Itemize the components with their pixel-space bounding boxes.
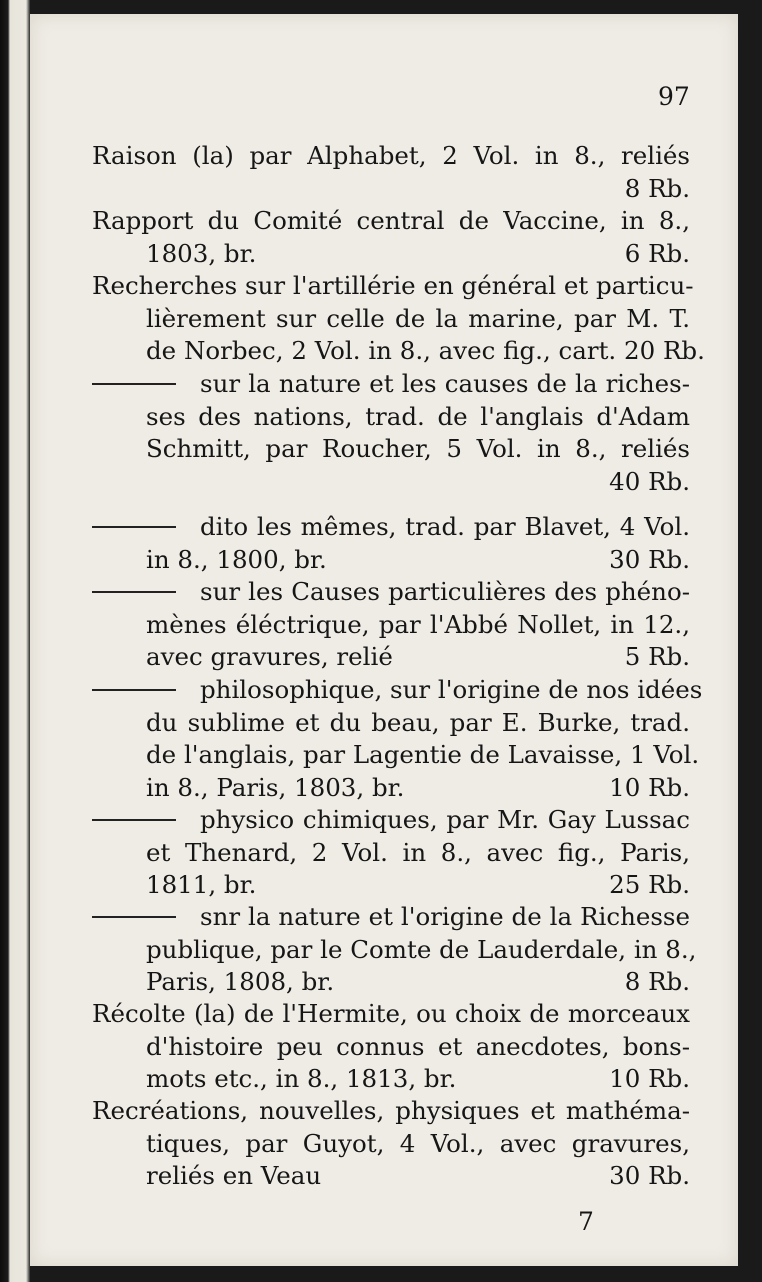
- catalog-entry-dito-blavet: [92, 511, 690, 576]
- entry-text-line: Récolte (la) de l'Hermite, ou choix de morceaux: [92, 999, 690, 1028]
- entry-text-line: 1811, br.: [146, 870, 257, 899]
- entry-last-line: [92, 966, 690, 999]
- entry-text-line: reliés en Veau: [146, 1161, 322, 1190]
- catalog-entry-recolte: [92, 998, 690, 1096]
- entry-text-line: et Thenard, 2 Vol. in 8., avec fig., Paris,: [146, 837, 690, 867]
- entry-text-line: ses des nations, trad. de l'anglais d'Adam: [146, 401, 690, 431]
- entry-last-line: [92, 1063, 690, 1096]
- entry-text-line: 1803, br.: [146, 238, 257, 268]
- entry-text-line: philosophique, sur l'origine de nos idées: [200, 675, 703, 704]
- entry-text-line: tiques, par Guyot, 4 Vol., avec gravures,: [146, 1128, 690, 1158]
- entry-text-line: d'histoire peu connus et anecdotes, bons-: [146, 1031, 690, 1061]
- entry-last-line: [92, 1160, 690, 1193]
- catalog-entry-rapport: [92, 205, 690, 270]
- entry-text-line: Schmitt, par Roucher, 5 Vol. in 8., reliés: [146, 434, 690, 463]
- entry-text-line: de Norbec, 2 Vol. in 8., avec fig., cart. 20 Rb.: [146, 336, 705, 365]
- catalog-entry-gay-lussac: [92, 804, 690, 902]
- entry-text-line: mènes éléctrique, par l'Abbé Nollet, in 12.,: [146, 609, 690, 639]
- entry-first-line: [92, 804, 690, 837]
- ditto-dash: [92, 916, 176, 918]
- catalog-entry-nollet: [92, 576, 690, 674]
- catalog-entry-recreations: [92, 1095, 690, 1193]
- ditto-dash: [92, 591, 176, 593]
- facing-page-edge: [0, 0, 30, 1282]
- entry-text-line: lièrement sur celle de la marine, par M. T.: [146, 303, 690, 333]
- entry-price: 8 Rb.: [624, 173, 690, 203]
- entry-text-line: mots etc., in 8., 1813, br.: [146, 1064, 457, 1093]
- catalog-entry-richesses: [92, 368, 690, 498]
- catalog-entry-raison: [92, 140, 690, 205]
- entry-text-line: Recréations, nouvelles, physiques et mathéma-: [92, 1096, 690, 1125]
- entry-price: 30 Rb.: [609, 544, 690, 574]
- book-page: [30, 14, 738, 1266]
- entry-text-line: de l'anglais, par Lagentie de Lavaisse, 1 Vol.: [146, 740, 700, 769]
- entry-last-line: [92, 772, 690, 805]
- entry-first-line: [92, 511, 690, 544]
- entry-price: 8 Rb.: [624, 967, 690, 996]
- entry-last-line: [92, 869, 690, 902]
- entry-text-line: Paris, 1808, br.: [146, 967, 335, 996]
- entry-first-line: [92, 576, 690, 609]
- entry-price: 25 Rb.: [609, 870, 690, 899]
- entry-text-line: in 8., 1800, br.: [146, 544, 327, 574]
- entry-text-line: sur les Causes particulières des phéno-: [200, 577, 690, 606]
- catalog-entry-recherches: [92, 270, 705, 368]
- catalog-entry-burke: [92, 674, 703, 804]
- entry-price: 30 Rb.: [609, 1161, 690, 1190]
- entry-last-line: [92, 238, 690, 271]
- entry-text-line: in 8., Paris, 1803, br.: [146, 772, 405, 802]
- entry-text-line: Raison (la) par Alphabet, 2 Vol. in 8., reliés: [92, 141, 690, 170]
- entry-first-line: [92, 368, 690, 401]
- entry-text-line: physico chimiques, par Mr. Gay Lussac: [200, 805, 690, 834]
- entry-text-line: Rapport du Comité central de Vaccine, in 8.,: [92, 206, 690, 235]
- entry-text-line: snr la nature et l'origine de la Richesse: [200, 902, 690, 931]
- entry-text-line: du sublime et du beau, par E. Burke, trad.: [146, 707, 690, 737]
- entry-text-line: dito les mêmes, trad. par Blavet, 4 Vol.: [200, 512, 690, 541]
- entry-first-line: [92, 901, 690, 934]
- entry-last-line: [92, 641, 690, 674]
- entry-price: 40 Rb.: [609, 466, 690, 496]
- ditto-dash: [92, 526, 176, 528]
- entry-price: 5 Rb.: [624, 642, 690, 671]
- ditto-dash: [92, 383, 176, 385]
- entry-text-line: avec gravures, relié: [146, 642, 393, 671]
- entry-text-line: sur la nature et les causes de la riches-: [200, 369, 690, 398]
- catchword: 7: [578, 1207, 594, 1236]
- page-number: 97: [658, 82, 690, 111]
- entry-price: 10 Rb.: [609, 772, 690, 802]
- entry-last-line: [92, 544, 690, 577]
- entry-price: 6 Rb.: [624, 238, 690, 268]
- ditto-dash: [92, 819, 176, 821]
- entry-price: 10 Rb.: [609, 1064, 690, 1093]
- entry-text-line: Recherches sur l'artillérie en général et particu-: [92, 271, 694, 300]
- catalog-entry-lauderdale: [92, 901, 697, 999]
- entry-text-line: publique, par le Comte de Lauderdale, in 8.,: [146, 934, 697, 964]
- ditto-dash: [92, 689, 176, 691]
- entry-first-line: [92, 674, 703, 707]
